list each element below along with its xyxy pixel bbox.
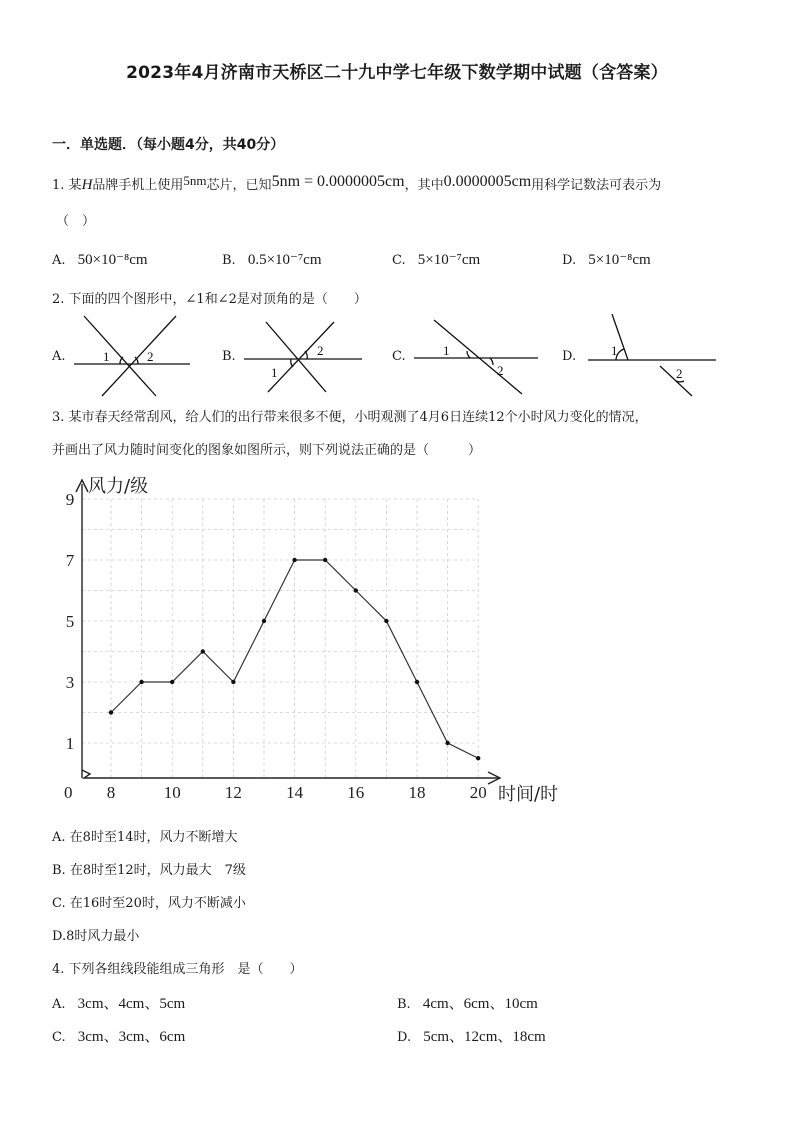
option-label: B. bbox=[52, 863, 66, 878]
x-tick-label: 16 bbox=[347, 783, 365, 802]
option-label: B. bbox=[397, 997, 411, 1012]
option-value: 5×10⁻⁸cm bbox=[588, 252, 651, 268]
data-point bbox=[384, 619, 388, 623]
q2-option-label-b: B. bbox=[222, 349, 236, 364]
y-tick-label: 9 bbox=[65, 490, 75, 509]
angle-label-2: 2 bbox=[676, 366, 683, 381]
option-label: A. bbox=[52, 830, 66, 845]
x-axis-label: 时间/时 bbox=[498, 784, 559, 805]
x-tick-label: 18 bbox=[408, 783, 426, 802]
y-tick-label: 7 bbox=[65, 551, 75, 570]
q3-option-d bbox=[52, 925, 139, 944]
q2-angle-figures bbox=[0, 310, 794, 402]
data-point bbox=[445, 741, 449, 745]
angle-label-2: 2 bbox=[147, 349, 154, 364]
option-text: 8时风力最小 bbox=[66, 929, 140, 944]
data-point bbox=[139, 680, 143, 684]
angle-arc bbox=[305, 351, 307, 359]
y-axis-label: 风力/级 bbox=[88, 476, 149, 497]
question-text: 用科学记数法可表示为 bbox=[531, 178, 662, 193]
option-value: 3cm、4cm、5cm bbox=[77, 996, 186, 1012]
question-text: 芯片，已知 bbox=[206, 178, 272, 193]
wind-chart bbox=[0, 466, 794, 814]
question-2-stem: 2. 下面的四个图形中，∠1和∠2是对顶角的是（ ） bbox=[52, 292, 367, 307]
option-label: D. bbox=[562, 253, 577, 268]
data-point bbox=[323, 558, 327, 562]
figure-a bbox=[74, 316, 190, 396]
option-label: D. bbox=[397, 1030, 412, 1045]
answer-paren: （ ） bbox=[56, 214, 96, 229]
diagonal-line bbox=[84, 316, 156, 396]
question-text: 某 bbox=[68, 178, 82, 193]
angle-label-1: 1 bbox=[443, 343, 450, 358]
angle-arc bbox=[467, 351, 470, 358]
math-term: 5nm bbox=[183, 173, 207, 188]
data-point bbox=[201, 649, 205, 653]
data-point bbox=[292, 558, 296, 562]
data-point bbox=[109, 710, 113, 714]
figure-d bbox=[588, 314, 716, 396]
angle-label-1: 1 bbox=[271, 365, 278, 380]
question-4-stem: 4. 下列各组线段能组成三角形 是（ ） bbox=[52, 962, 303, 977]
option-text: 在8时至12时，风力最大 7级 bbox=[69, 863, 246, 878]
question-3-line-2: 并画出了风力随时间变化的图象如图所示，则下列说法正确的是（ ） bbox=[52, 443, 482, 458]
q4-option-c bbox=[52, 1025, 185, 1046]
page-title: 2023年4月济南市天桥区二十九中学七年级下数学期中试题（含答案） bbox=[126, 63, 668, 83]
option-label: D. bbox=[52, 929, 67, 944]
x-axis bbox=[82, 770, 500, 778]
angle-arc bbox=[291, 359, 293, 367]
option-value: 3cm、3cm、6cm bbox=[77, 1029, 186, 1045]
option-label: C. bbox=[52, 896, 66, 911]
option-label: C. bbox=[52, 1030, 66, 1045]
math-term: H bbox=[81, 177, 93, 193]
angle-label-2: 2 bbox=[497, 363, 504, 378]
question-number: 1. bbox=[52, 178, 65, 193]
option-value: 0.5×10⁻⁷cm bbox=[247, 252, 322, 268]
option-label: A. bbox=[52, 253, 66, 268]
question-text: ，其中 bbox=[404, 178, 444, 193]
option-text: 在8时至14时，风力不断增大 bbox=[69, 830, 238, 845]
diagonal-line bbox=[102, 316, 176, 396]
option-label: B. bbox=[222, 253, 236, 268]
data-point bbox=[476, 756, 480, 760]
angle-label-2: 2 bbox=[317, 343, 324, 358]
option-text: 在16时至20时，风力不断减小 bbox=[69, 896, 246, 911]
q4-option-b bbox=[397, 992, 538, 1013]
angle-arc bbox=[490, 358, 493, 365]
q2-option-label-d: D. bbox=[562, 349, 577, 364]
q1-option-b bbox=[222, 250, 322, 269]
question-1-stem bbox=[52, 174, 661, 194]
x-tick-label: 10 bbox=[163, 783, 181, 802]
option-label: C. bbox=[392, 253, 406, 268]
angle-arc bbox=[120, 357, 123, 364]
option-value: 5cm、12cm、18cm bbox=[423, 1029, 546, 1045]
q3-option-c bbox=[52, 892, 246, 911]
figure-c bbox=[414, 320, 538, 394]
q3-option-a bbox=[52, 826, 238, 845]
x-tick-label: 14 bbox=[286, 783, 304, 802]
option-value: 5×10⁻⁷cm bbox=[417, 252, 481, 268]
x-tick-label: 8 bbox=[106, 783, 116, 802]
q2-option-label-c: C. bbox=[392, 349, 406, 364]
math-term: 0.0000005cm bbox=[443, 173, 532, 190]
y-tick-label: 5 bbox=[65, 612, 75, 631]
data-point bbox=[354, 588, 358, 592]
data-point bbox=[170, 680, 174, 684]
diagonal-line bbox=[268, 322, 334, 392]
question-3-line-1: 3. 某市春天经常刮风，给人们的出行带来很多不便，小明观测了4月6日连续12个小时风力变化的情况， bbox=[52, 410, 648, 425]
angle-label-1: 1 bbox=[611, 343, 618, 358]
section-heading: 一．单选题．（每小题4分，共40分） bbox=[52, 137, 285, 153]
x-tick-label: 12 bbox=[224, 783, 242, 802]
option-label: A. bbox=[52, 997, 66, 1012]
y-tick-label: 1 bbox=[65, 734, 75, 753]
q3-option-b bbox=[52, 859, 246, 878]
q1-option-d bbox=[562, 250, 651, 269]
angle-label-1: 1 bbox=[103, 349, 110, 364]
q1-option-c bbox=[392, 250, 480, 269]
q2-option-label-a: A. bbox=[52, 349, 66, 364]
figure-b bbox=[244, 322, 362, 392]
data-point bbox=[262, 619, 266, 623]
y-tick-label: 3 bbox=[65, 673, 75, 692]
option-value: 50×10⁻⁸cm bbox=[77, 252, 148, 268]
q1-option-a bbox=[52, 250, 148, 269]
q4-option-a bbox=[52, 992, 185, 1013]
x-tick-label: 20 bbox=[469, 783, 487, 802]
data-point bbox=[231, 680, 235, 684]
origin-label: 0 bbox=[64, 783, 73, 802]
question-text: 品牌手机上使用 bbox=[92, 178, 184, 193]
option-value: 4cm、6cm、10cm bbox=[422, 996, 538, 1012]
angle-arc bbox=[676, 381, 684, 382]
math-term: 5nm = 0.0000005cm bbox=[271, 173, 405, 190]
data-point bbox=[415, 680, 419, 684]
q4-option-d bbox=[397, 1025, 546, 1046]
